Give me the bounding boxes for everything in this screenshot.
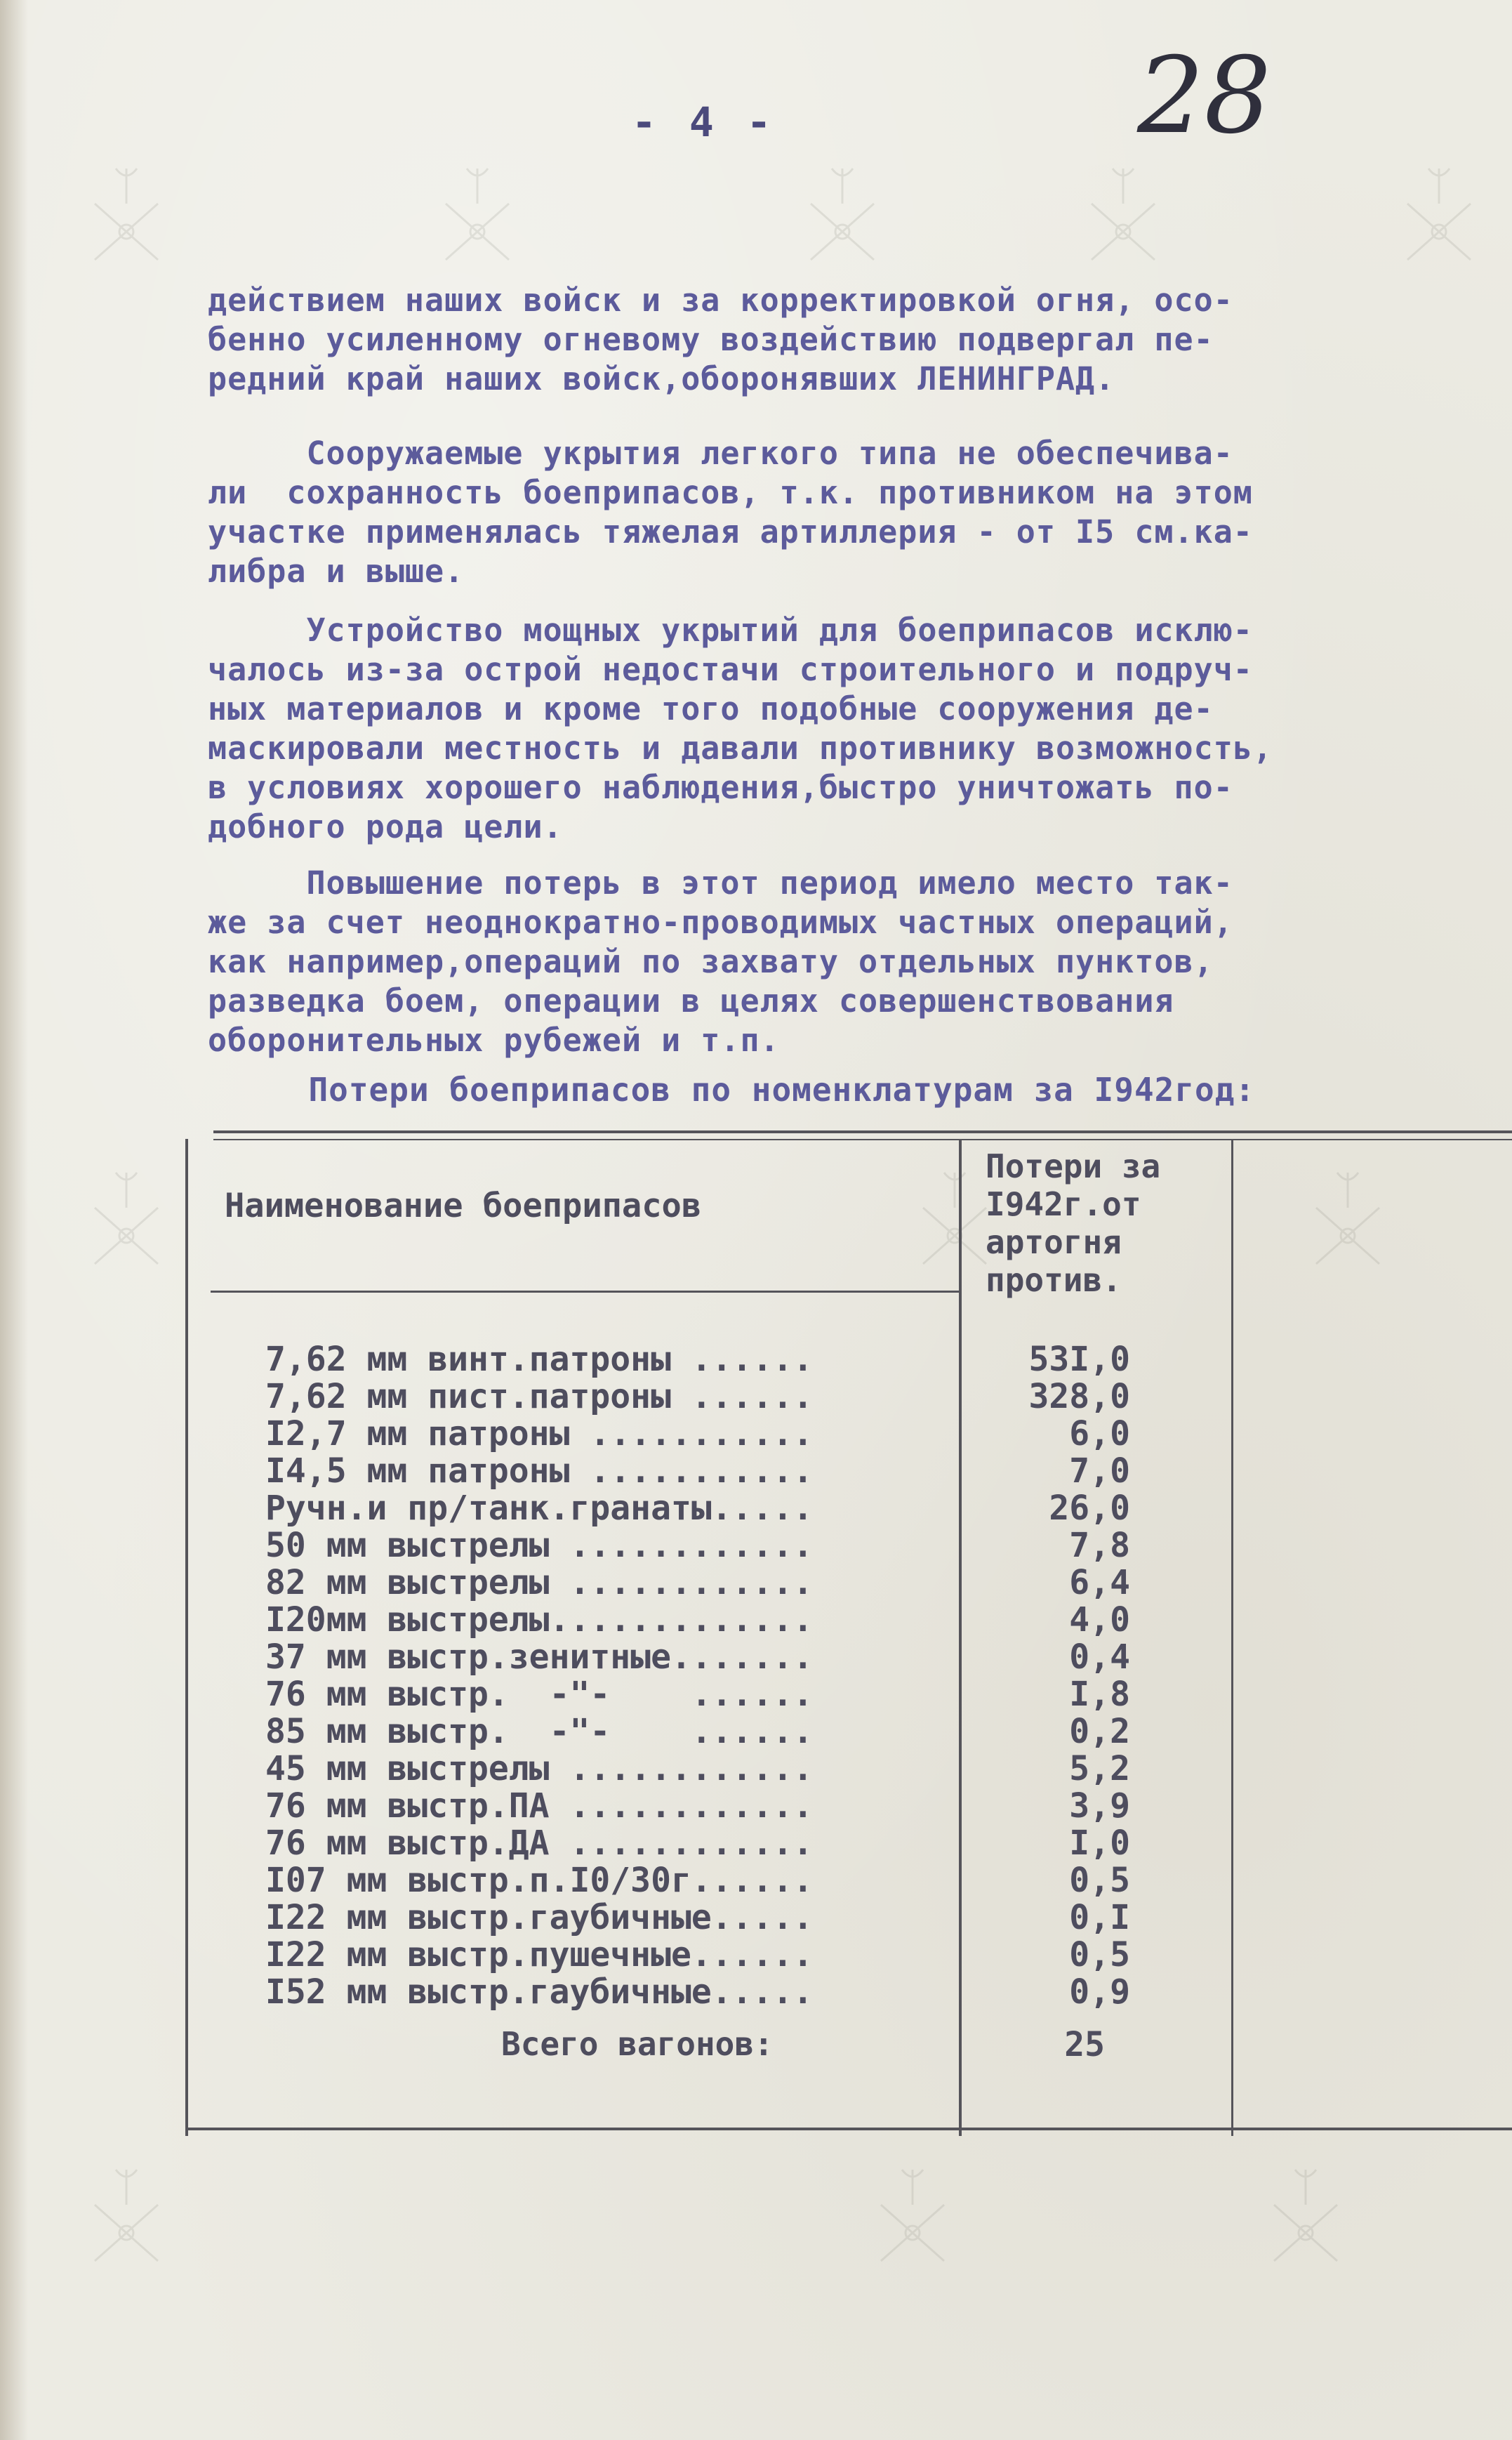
ammo-name: I22 мм выстр.гаубичные..... xyxy=(265,1898,814,1937)
ammo-loss-value: I,8 xyxy=(1069,1675,1130,1714)
table-row xyxy=(185,1937,1168,1974)
text-line: ли сохранность боеприпасов, т.к. противником на этом xyxy=(208,474,1253,511)
paragraph-2 xyxy=(208,434,1492,591)
paragraph-4 xyxy=(208,864,1492,1060)
ammo-name: 37 мм выстр.зенитные....... xyxy=(265,1637,814,1677)
table-header-rule xyxy=(211,1291,959,1293)
watermark-emblem-icon xyxy=(435,161,519,267)
ammo-name: I20мм выстрелы............. xyxy=(265,1600,814,1640)
text-line: Устройство мощных укрытий для боеприпасов исклю- xyxy=(208,612,1253,649)
text-line: либра и выше. xyxy=(208,553,465,590)
text-line: чалось из-за острой недостачи строительного и подруч- xyxy=(208,651,1253,688)
text-line: маскировали местность и давали противнику возможность, xyxy=(208,730,1273,767)
ammo-name: I52 мм выстр.гаубичные..... xyxy=(265,1972,814,2012)
text-line: участке применялась тяжелая артиллерия - от I5 см.ка- xyxy=(208,513,1253,550)
ammo-name: 85 мм выстр. -"- ...... xyxy=(265,1712,814,1751)
column-header-name: Наименование боеприпасов xyxy=(225,1187,702,1225)
ammo-name: I4,5 мм патроны ........... xyxy=(265,1451,814,1491)
table-column-divider-2 xyxy=(1231,1139,1233,2136)
table-row xyxy=(185,1341,1168,1378)
ammo-loss-value: 0,9 xyxy=(1069,1972,1130,2012)
table-row xyxy=(185,1378,1168,1416)
ammo-name: I22 мм выстр.пушечные...... xyxy=(265,1935,814,1974)
total-value: 25 xyxy=(1064,2025,1105,2064)
total-label: Всего вагонов: xyxy=(501,2025,774,2063)
watermark-emblem-icon xyxy=(84,1166,168,1271)
ammo-loss-value: I,0 xyxy=(1069,1824,1130,1863)
text-line: ных материалов и кроме того подобные сооружения де- xyxy=(208,690,1214,727)
ammunition-loss-table xyxy=(185,1130,1512,2135)
table-row xyxy=(185,1676,1168,1713)
ammo-name: Ручн.и пр/танк.гранаты..... xyxy=(265,1489,814,1528)
text-line: разведка боем, операции в целях совершенствования xyxy=(208,982,1174,1020)
column-header-line: против. xyxy=(986,1261,1122,1299)
ammo-name: 7,62 мм винт.патроны ...... xyxy=(265,1340,814,1379)
table-row xyxy=(185,1788,1168,1825)
column-header-line: I942г.от xyxy=(986,1185,1141,1223)
watermark-emblem-icon xyxy=(1081,161,1165,267)
text-line: бенно усиленному огневому воздействию подвергал пе- xyxy=(208,321,1214,358)
table-row xyxy=(185,1899,1168,1937)
table-row xyxy=(185,1416,1168,1453)
table-top-rule-inner xyxy=(213,1139,1512,1140)
ammo-loss-value: 7,8 xyxy=(1069,1526,1130,1565)
page-edge-shadow xyxy=(0,0,28,2440)
ammo-loss-value: 53I,0 xyxy=(1028,1340,1130,1379)
table-row xyxy=(185,1862,1168,1899)
table-row xyxy=(185,1602,1168,1639)
text-line: действием наших войск и за корректировкой огня, осо- xyxy=(208,282,1233,319)
table-row xyxy=(185,1490,1168,1527)
text-line: оборонительных рубежей и т.п. xyxy=(208,1022,780,1059)
table-bottom-rule xyxy=(185,2128,1512,2130)
ammo-name: 76 мм выстр.ДА ............ xyxy=(265,1824,814,1863)
ammo-name: 82 мм выстрелы ............ xyxy=(265,1563,814,1602)
table-row xyxy=(185,1453,1168,1490)
paragraph-1 xyxy=(208,281,1492,399)
text-line: добного рода цели. xyxy=(208,808,563,845)
ammo-name: 45 мм выстрелы ............ xyxy=(265,1749,814,1788)
text-line: Сооружаемые укрытия легкого типа не обеспечива- xyxy=(208,435,1233,472)
text-line: же за счет неоднократно-проводимых частных операций, xyxy=(208,904,1233,941)
watermark-emblem-icon xyxy=(870,2163,955,2268)
ammo-loss-value: 0,2 xyxy=(1069,1712,1130,1751)
watermark-emblem-icon xyxy=(84,161,168,267)
page-number: - 4 - xyxy=(632,98,776,146)
ammo-loss-value: 0,4 xyxy=(1069,1637,1130,1677)
ammo-loss-value: 0,5 xyxy=(1069,1935,1130,1974)
table-row xyxy=(185,1713,1168,1750)
table-caption: Потери боеприпасов по номенклатурам за I942год: xyxy=(208,1071,1256,1109)
ammo-loss-value: 4,0 xyxy=(1069,1600,1130,1640)
ammo-loss-value: 0,5 xyxy=(1069,1861,1130,1900)
table-row xyxy=(185,1564,1168,1602)
text-line: в условиях хорошего наблюдения,быстро уничтожать по- xyxy=(208,769,1233,806)
watermark-emblem-icon xyxy=(1264,2163,1348,2268)
table-row xyxy=(185,1527,1168,1564)
ammo-loss-value: 6,4 xyxy=(1069,1563,1130,1602)
column-header-line: Потери за xyxy=(986,1147,1161,1185)
watermark-emblem-icon xyxy=(800,161,884,267)
ammo-loss-value: 6,0 xyxy=(1069,1414,1130,1453)
text-line: Повышение потерь в этот период имело место так- xyxy=(208,864,1233,902)
handwritten-archive-number: 28 xyxy=(1137,35,1271,157)
watermark-emblem-icon xyxy=(1397,161,1481,267)
table-row xyxy=(185,1639,1168,1676)
ammo-loss-value: 5,2 xyxy=(1069,1749,1130,1788)
table-top-rule xyxy=(213,1130,1512,1133)
ammo-name: 7,62 мм пист.патроны ...... xyxy=(265,1377,814,1416)
table-row xyxy=(185,1825,1168,1862)
column-header-line: артогня xyxy=(986,1223,1122,1261)
ammo-loss-value: 7,0 xyxy=(1069,1451,1130,1491)
text-line: редний край наших войск,оборонявших ЛЕНИНГРАД. xyxy=(208,360,1115,397)
ammo-loss-value: 3,9 xyxy=(1069,1786,1130,1826)
text-line: как например,операций по захвату отдельных пунктов, xyxy=(208,943,1214,980)
ammo-name: 76 мм выстр. -"- ...... xyxy=(265,1675,814,1714)
ammo-name: I2,7 мм патроны ........... xyxy=(265,1414,814,1453)
ammo-loss-value: 328,0 xyxy=(1028,1377,1130,1416)
ammo-loss-value: 0,I xyxy=(1069,1898,1130,1937)
table-row xyxy=(185,1750,1168,1788)
paragraph-3 xyxy=(208,611,1492,847)
watermark-emblem-icon xyxy=(84,2163,168,2268)
table-row xyxy=(185,1974,1168,2011)
ammo-name: I07 мм выстр.п.I0/30г...... xyxy=(265,1861,814,1900)
ammo-loss-value: 26,0 xyxy=(1049,1489,1130,1528)
column-header-losses xyxy=(986,1147,1160,1299)
ammo-name: 76 мм выстр.ПА ............ xyxy=(265,1786,814,1826)
ammo-name: 50 мм выстрелы ............ xyxy=(265,1526,814,1565)
